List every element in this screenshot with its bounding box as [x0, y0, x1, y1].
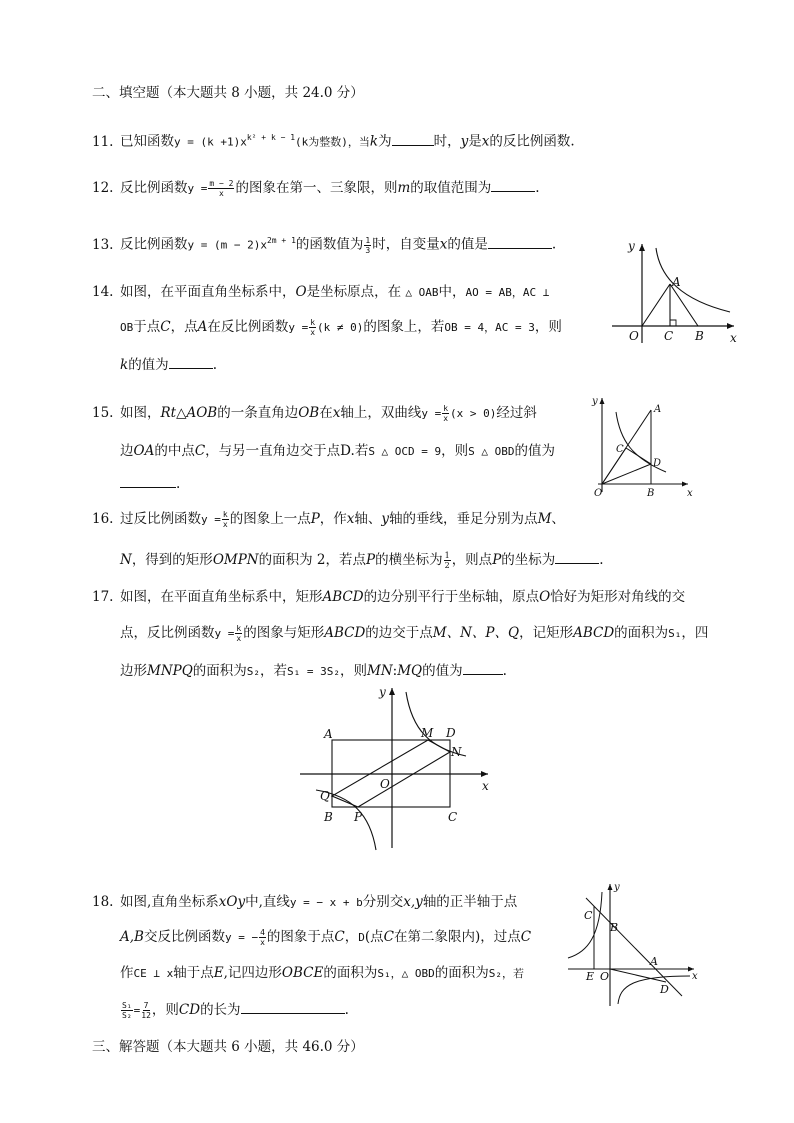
question-15-line-2: 边OA的中点C，与另一直角边交于点D.若S △ OCD = 9，则S △ OBD的值为 [120, 443, 556, 459]
question-17-line-3: 边形MNPQ的面积为S₂，若S₁ = 3S₂，则MN:MQ的值为 . [120, 663, 507, 679]
question-18-line-4: $\frac{\text{S₁}}{\text{S₂}}$ = $\frac{7}{12}$ ，则CD的长为 . [122, 1001, 349, 1020]
label-m: M [421, 726, 434, 740]
right-angle-mark [670, 320, 676, 326]
question-number: 18. [92, 894, 114, 910]
fraction: $\frac{k}{x}$ [236, 624, 242, 643]
label-a: A [654, 404, 662, 415]
label-c: C [584, 909, 593, 922]
label-b: B [610, 921, 619, 934]
fraction: $\frac{\text{S₁}}{\text{S₂}}$ [122, 1001, 132, 1020]
label-b: B [324, 810, 333, 824]
figure-17 [296, 684, 496, 854]
label-q: Q [320, 789, 330, 803]
question-18-line-2: A,B交反比例函数y = − $\frac{4}{x}$ 的图象于点C，D(点C在第二象限内)，过点C [120, 928, 532, 947]
label-n: N [451, 745, 462, 759]
fraction: $\frac{k}{x}$ [222, 510, 228, 529]
question-12: 12. 反比例函数y = $\frac{m - 2}{x}$ 的图象在第一、三象限，则m的取值范围为 . [92, 179, 540, 198]
label-b: B [695, 329, 704, 343]
label-b: B [647, 488, 655, 499]
x-axis-arrow [727, 323, 734, 329]
label-o: O [594, 488, 603, 499]
answer-blank[interactable] [241, 1000, 345, 1014]
x-axis-arrow [481, 771, 488, 777]
fraction: $\frac{1}{3}$ [365, 235, 371, 255]
question-13: 13. 反比例函数$y = (m - 2)x^{2m + 1}$的函数值为 $\frac{1}{3}$ 时，自变量x的值是 . [92, 235, 557, 255]
y-axis-arrow [389, 688, 395, 695]
figure-15 [588, 392, 698, 500]
segment-oa [642, 284, 670, 326]
question-14-line-1: 14. 如图，在平面直角坐标系中，O是坐标原点，在 △ OAB中，AO = AB，AC ⊥ [92, 284, 550, 300]
label-p: P [354, 810, 363, 824]
x-axis-arrow [682, 482, 688, 487]
label-c: C [448, 810, 458, 824]
answer-blank[interactable] [169, 355, 213, 369]
hyperbola [656, 248, 730, 312]
y-axis-arrow [639, 244, 645, 251]
fraction: $\frac{4}{x}$ [260, 928, 265, 947]
label-a: A [650, 955, 658, 968]
answer-blank[interactable] [491, 178, 535, 192]
fraction: $\frac{7}{12}$ [141, 1001, 151, 1020]
question-number: 14. [92, 284, 114, 300]
figure-14 [602, 238, 752, 348]
label-d: D [653, 458, 662, 469]
label-c: C [616, 444, 624, 455]
label-e: E [586, 970, 595, 983]
label-d: D [660, 983, 669, 996]
figure-18 [566, 880, 702, 1010]
label-x: x [692, 971, 698, 982]
hyperbola-q2 [568, 892, 602, 958]
label-o: O [629, 329, 639, 343]
answer-blank[interactable] [488, 235, 552, 249]
answer-blank[interactable] [392, 132, 434, 146]
question-16-line-1: 16. 过反比例函数y = $\frac{k}{x}$ 的图象上一点P，作x轴、y轴的垂线，垂足分别为点M、 [92, 510, 565, 529]
label-o: O [600, 970, 610, 983]
question-number: 16. [92, 511, 114, 527]
question-number: 12. [92, 180, 114, 196]
question-15-line-3: . [120, 474, 180, 493]
label-a: A [324, 727, 333, 741]
label-x: x [730, 331, 737, 345]
label-o: O [380, 777, 390, 791]
label-a: A [672, 275, 681, 289]
label-y: y [592, 396, 598, 407]
question-18-line-3: 作CE ⊥ x轴于点E,记四边形OBCE的面积为S₁，△ OBD的面积为S₂，若 [120, 965, 524, 981]
label-y: y [614, 882, 620, 893]
y-axis-arrow [608, 884, 613, 890]
label-x: x [687, 488, 693, 499]
segment-od [602, 464, 651, 484]
label-y: y [379, 685, 386, 699]
question-number: 15. [92, 405, 114, 421]
label-y: y [628, 239, 635, 253]
question-18-line-1: 18. 如图,直角坐标系xOy中,直线y = − x + b分别交x,y轴的正半轴于点 [92, 894, 518, 910]
section-title-2: 二、填空题（本大题共 8 小题，共 24.0 分） [92, 85, 364, 101]
label-d: D [446, 726, 456, 740]
question-11: 11. 已知函数$y = (k +1)x^{k^2 + k - 1}(k$为整数)，当k为 时，y是x的反比例函数. [92, 133, 575, 150]
answer-blank[interactable] [463, 661, 503, 675]
question-16-line-2: N，得到的矩形OMPN的面积为 2，若点P的横坐标为 $\frac{1}{2}$ ，则点P的坐标为 . [120, 551, 604, 570]
label-x: x [482, 779, 489, 793]
section-title-3: 三、解答题（本大题共 6 小题，共 46.0 分） [92, 1039, 364, 1055]
question-17-line-2: 点，反比例函数y = $\frac{k}{x}$ 的图象与矩形ABCD的边交于点M、N、P、Q，记矩形ABCD的面积为S₁，四 [120, 624, 709, 643]
fraction: $\frac{1}{2}$ [444, 551, 450, 570]
fraction: $\frac{k}{x}$ [443, 404, 449, 423]
answer-blank[interactable] [120, 474, 176, 488]
hyperbola-q4 [618, 976, 690, 1004]
fraction: $\frac{k}{x}$ [310, 318, 316, 337]
label-c: C [664, 329, 674, 343]
question-number: 17. [92, 589, 114, 605]
answer-blank[interactable] [555, 550, 599, 564]
question-number: 11. [92, 133, 114, 150]
question-15-line-1: 15. 如图，Rt△AOB的一条直角边OB在x轴上，双曲线y = $\frac{k}{x}$ (x > 0)经过斜 [92, 404, 537, 423]
fraction: $\frac{m - 2}{x}$ [209, 179, 234, 198]
question-17-line-1: 17. 如图，在平面直角坐标系中，矩形ABCD的边分别平行于坐标轴，原点O恰好为矩形对角线的交 [92, 589, 686, 605]
question-14-line-3: k的值为 . [120, 357, 217, 373]
y-axis-arrow [600, 398, 605, 404]
question-number: 13. [92, 236, 114, 253]
question-14-line-2: OB于点C，点A在反比例函数y = $\frac{k}{x}$ (k ≠ 0)的图象上，若OB = 4，AC = 3，则 [120, 318, 562, 337]
